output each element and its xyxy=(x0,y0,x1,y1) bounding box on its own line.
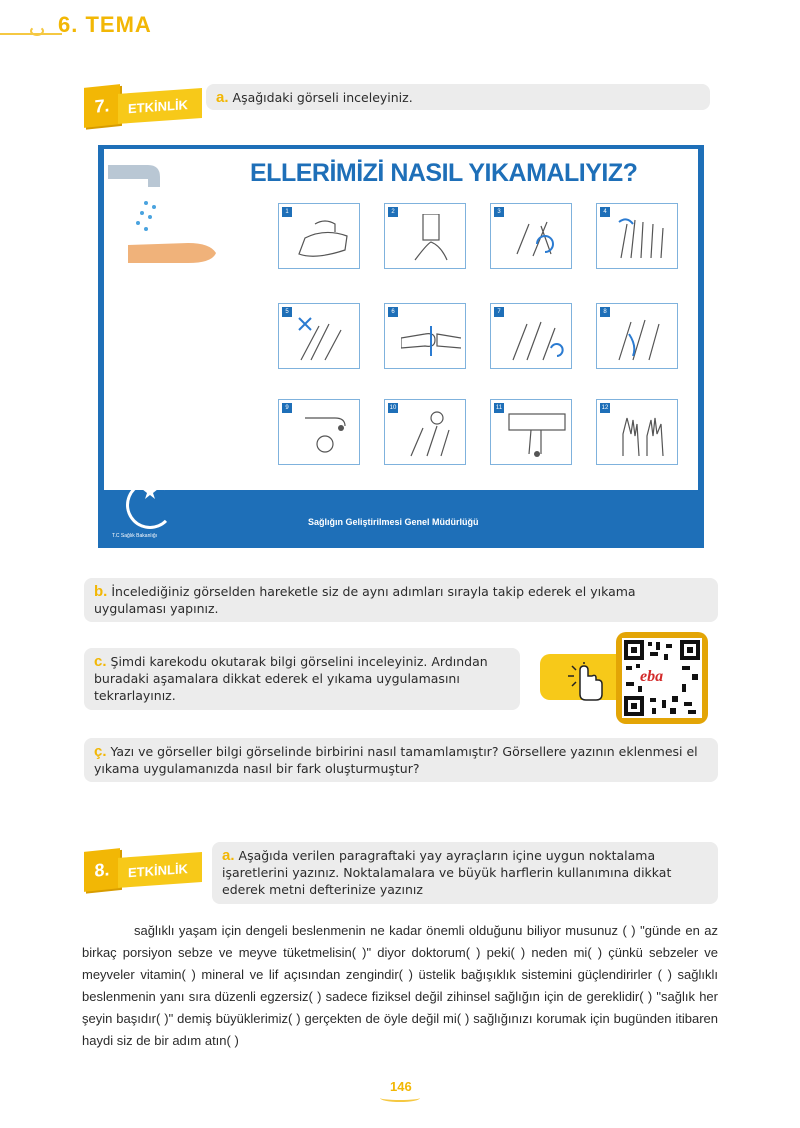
handwash-step-icon xyxy=(295,314,355,364)
activity-number: 8. xyxy=(84,848,120,892)
activity-8-question-a xyxy=(212,842,718,904)
activity-label: ETKİNLİK xyxy=(118,88,202,124)
page-number-swirl xyxy=(380,1094,420,1102)
question-letter: ç. xyxy=(94,743,107,760)
step-number: 12 xyxy=(601,405,609,411)
handwash-step-icon xyxy=(401,314,461,364)
handwash-step-icon xyxy=(295,214,355,264)
theme-title: 6. TEMA xyxy=(58,12,152,37)
handwash-step-icon xyxy=(507,314,567,364)
step-card xyxy=(596,303,678,369)
question-letter: a. xyxy=(222,847,235,864)
step-number: 11 xyxy=(495,405,503,411)
punctuation-paragraph xyxy=(82,920,718,1052)
activity-number: 7. xyxy=(84,84,120,128)
star-icon xyxy=(142,483,158,499)
poster-title: ELLERİMİZİ NASIL YIKAMALIYIZ? xyxy=(250,159,638,187)
handwash-step-icon xyxy=(507,214,567,264)
handwashing-poster xyxy=(98,145,704,548)
step-card xyxy=(278,303,360,369)
step-card xyxy=(384,203,466,269)
activity-7-question-a xyxy=(206,84,710,110)
step-card xyxy=(490,303,572,369)
question-letter: a. xyxy=(216,89,229,106)
qr-code-box[interactable] xyxy=(540,632,710,724)
pointing-hand-icon xyxy=(566,662,606,702)
step-card xyxy=(596,399,678,465)
handwash-step-icon xyxy=(613,314,673,364)
poster-organization: Sağlığın Geliştirilmesi Genel Müdürlüğü xyxy=(308,517,479,527)
step-number: 6 xyxy=(388,307,398,317)
ministry-name: T.C Sağlık Bakanlığı xyxy=(112,533,158,539)
activity-8-ribbon xyxy=(84,850,202,890)
eba-logo: eba xyxy=(636,668,667,686)
handwash-step-icon xyxy=(401,410,461,460)
step-card xyxy=(596,203,678,269)
question-text: Şimdi karekodu okutarak bilgi görselini inceleyiniz. Ardından buradaki aşamalara dikkat ederek el yıkama uygulamasını tekrarlayınız. xyxy=(94,654,488,703)
question-text: Aşağıda verilen paragraftaki yay ayraçların içine uygun noktalama işaretlerini yazınız. Noktalamalara ve büyük harflerin kullanımına dikkat ederek metni defterinize yazınız xyxy=(222,848,672,897)
activity-7-question-cc xyxy=(84,738,718,782)
handwash-step-icon xyxy=(401,214,461,264)
question-text: İncelediğiniz görselden hareketle siz de aynı adımları sırayla takip ederek el yıkama uygulaması yapınız. xyxy=(94,584,636,616)
paragraph-text: sağlıklı yaşam için dengeli beslenmenin ne kadar önemli olduğunu biliyor musunuz ( ) "günde en az birkaç porsiyon sebze ve meyve tüketmelisin( )" diyor doktorum( ) peki( ) neden mi( ) çünkü sebzeler ve meyveler vitamin( ) mineral ve lif açısından zengindir( ) üstelik bağışıklık sistemini güçlendirirler ( ) sağlıklı beslenmenin yanı sıra düzenli egzersiz( ) sadece fiziksel değil zihinsel sağlığın için de gereklidir( ) "sağlık her şeyin başıdır( )" demiş büyüklerimiz( ) gerçekten de öyle değil mi( ) sağlığınızı korumak için bugünden itibaren haydi siz de bir adım atın( ) xyxy=(82,923,718,1048)
step-card xyxy=(490,399,572,465)
activity-7-ribbon xyxy=(84,86,202,126)
step-card xyxy=(490,203,572,269)
hand-illustration xyxy=(128,233,228,273)
step-number: 3 xyxy=(494,207,504,217)
step-number: 4 xyxy=(600,207,610,217)
activity-7-question-c xyxy=(84,648,520,710)
step-number: 9 xyxy=(282,403,292,413)
step-card xyxy=(278,399,360,465)
handwash-step-icon xyxy=(295,410,355,460)
handwash-step-icon xyxy=(613,214,673,264)
activity-7-question-b xyxy=(84,578,718,622)
step-number: 7 xyxy=(494,307,504,317)
handwash-step-icon xyxy=(507,410,567,460)
step-number: 1 xyxy=(282,207,292,217)
question-text: Aşağıdaki görseli inceleyiniz. xyxy=(232,90,413,105)
question-text: Yazı ve görseller bilgi görselinde birbirini nasıl tamamlamıştır? Görsellere yazının eklenmesi el yıkama uygulamanızda nasıl bir fark oluşturmuştur? xyxy=(94,744,698,776)
step-number: 2 xyxy=(388,207,398,217)
handwash-step-icon xyxy=(613,410,673,460)
question-letter: c. xyxy=(94,653,107,670)
step-number: 10 xyxy=(389,405,397,411)
qr-code[interactable] xyxy=(622,638,702,718)
step-number: 5 xyxy=(282,307,292,317)
step-number: 8 xyxy=(600,307,610,317)
step-card xyxy=(384,399,466,465)
page-number: 146 xyxy=(390,1079,412,1094)
step-card xyxy=(384,303,466,369)
question-letter: b. xyxy=(94,583,108,600)
qr-frame xyxy=(616,632,708,724)
step-card xyxy=(278,203,360,269)
activity-label: ETKİNLİK xyxy=(118,852,202,888)
theme-swirl-decoration xyxy=(30,26,44,36)
